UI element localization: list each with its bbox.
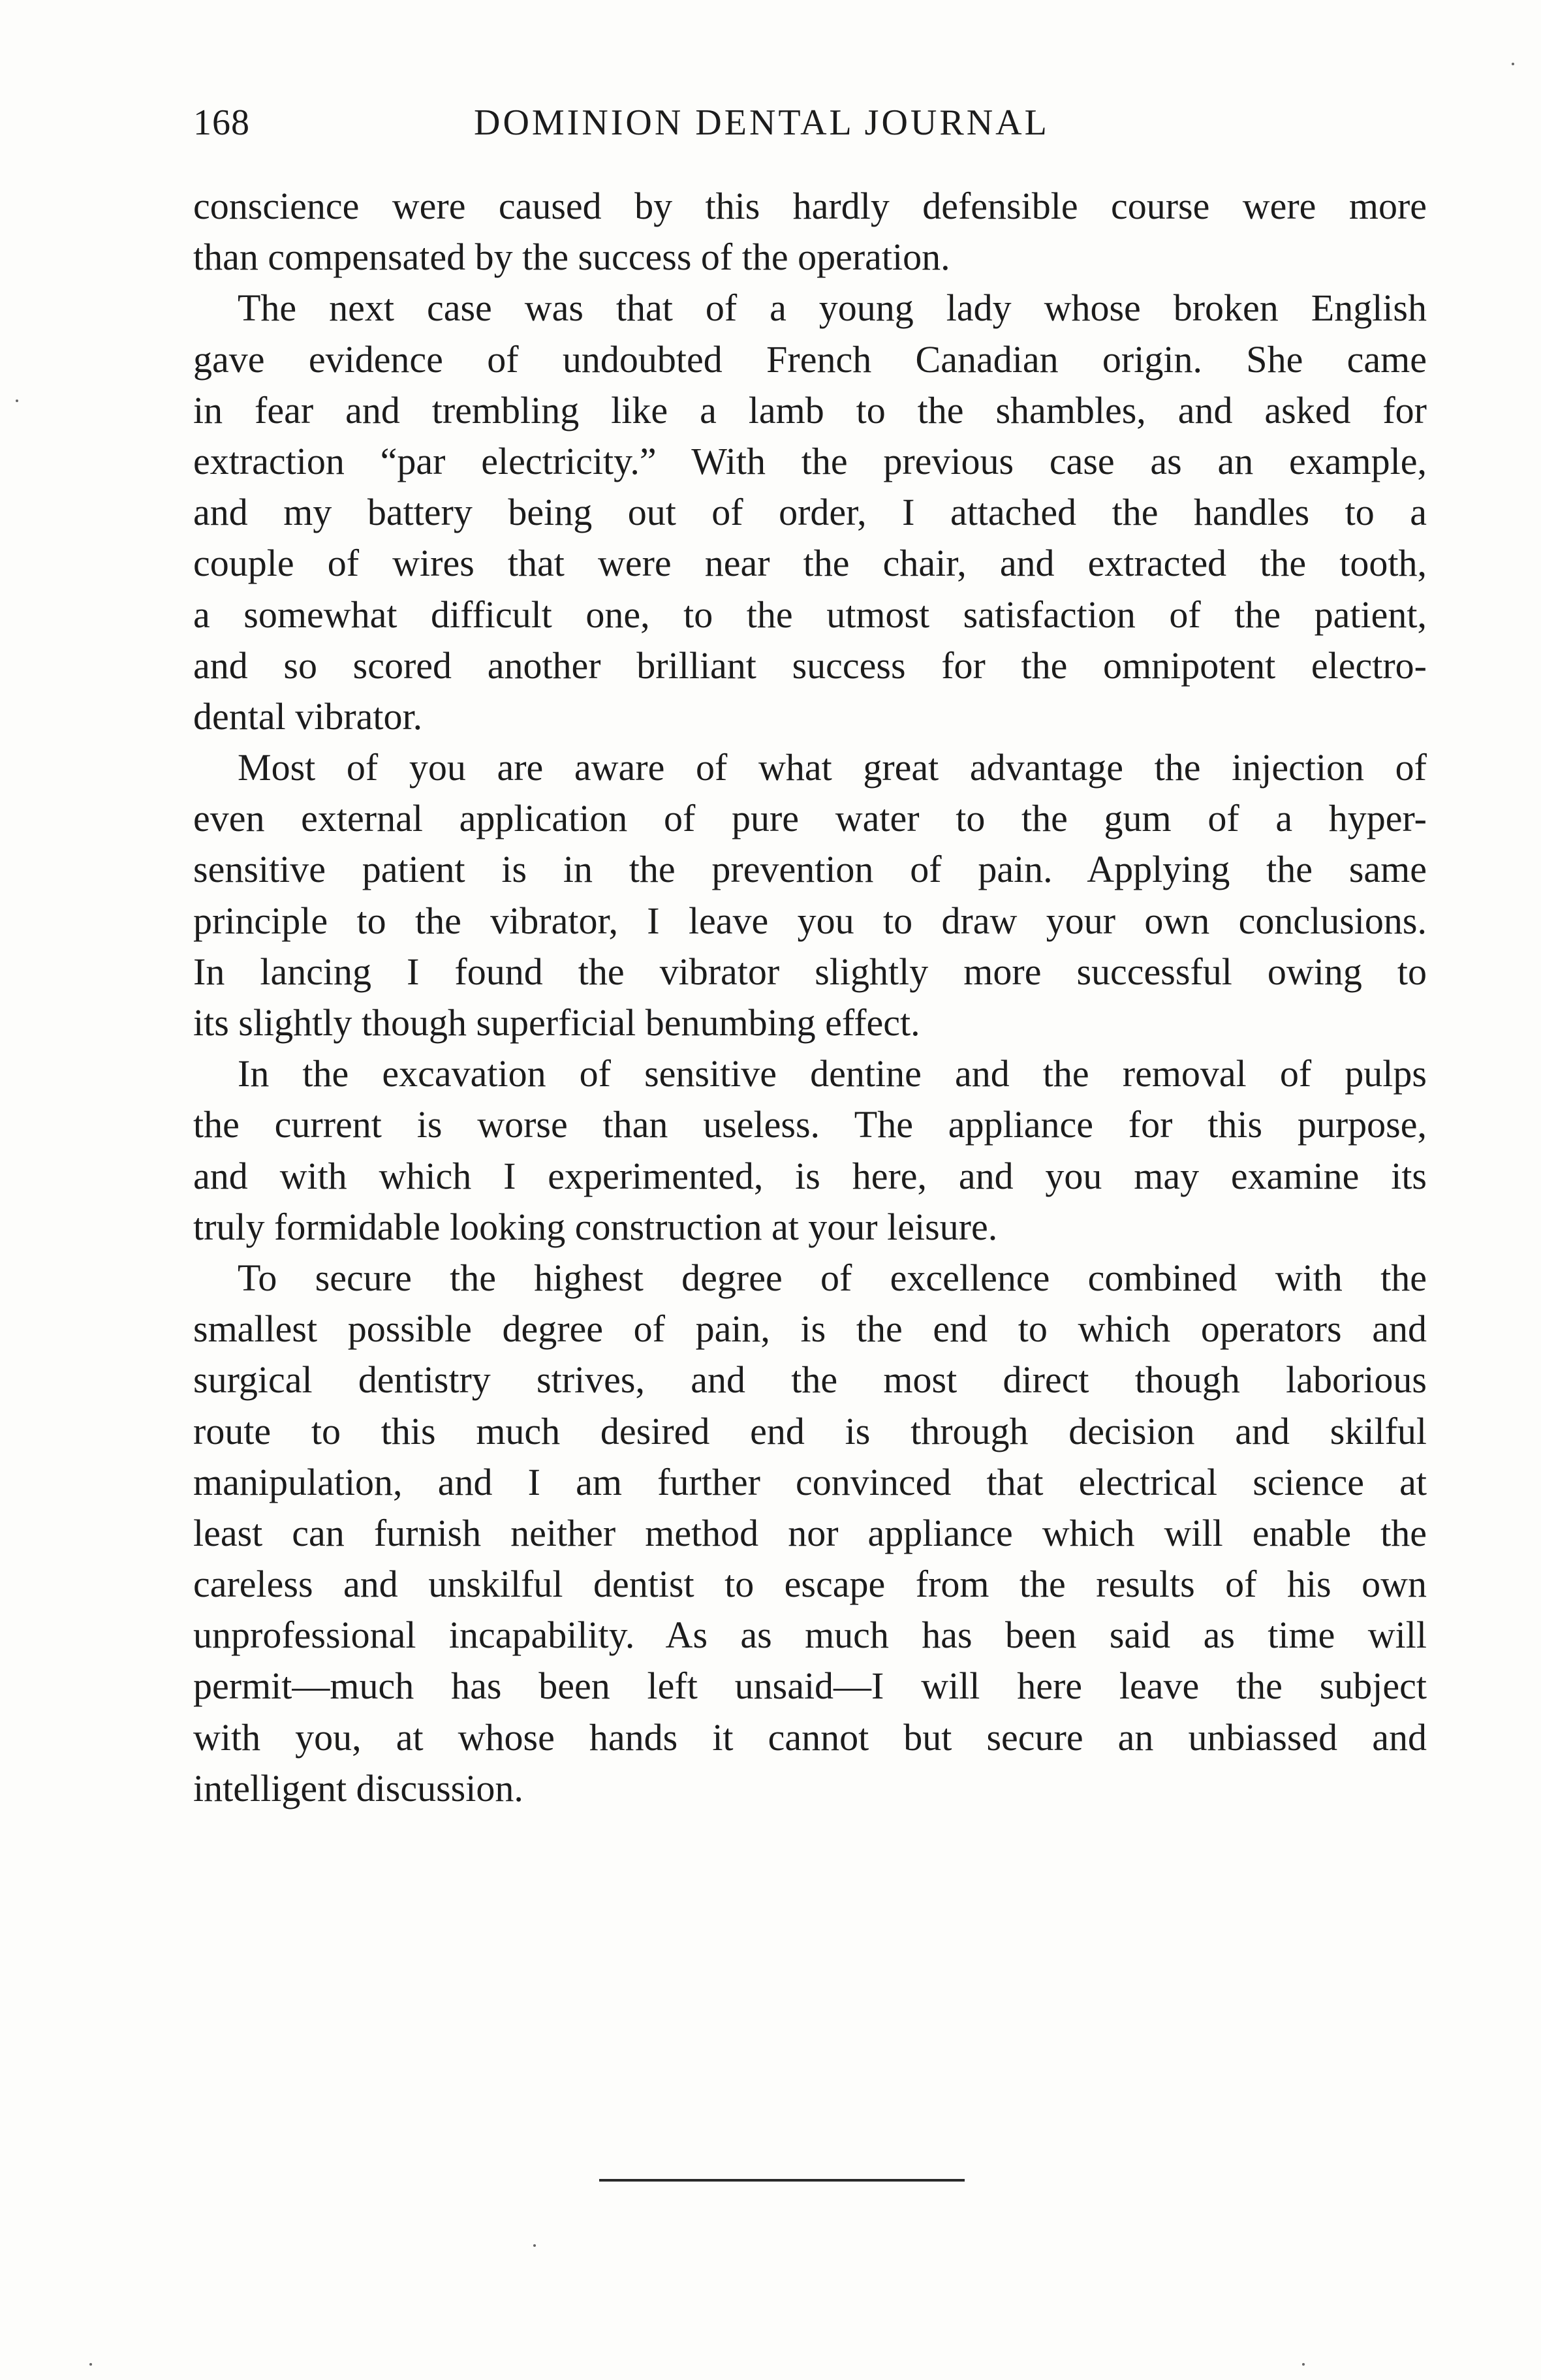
text-line: extraction “par electricity.” With the previous case as an example, [193,439,1427,482]
text-line: least can furnish neither method nor appliance which will enable the [193,1511,1427,1554]
article-body [193,181,1427,1814]
page-header [193,97,1127,149]
text-line: couple of wires that were near the chair, and extracted the tooth, [193,542,1427,585]
paragraph-first-line: Most of you are aware of what great advantage the injection of [238,746,1427,789]
text-line: conscience were caused by this hardly defensible course were more [193,185,1427,227]
text-line: manipulation, and I am further convinced that electrical science at [193,1460,1427,1503]
text-line: dental vibrator. [193,695,423,738]
text-line: than compensated by the success of the operation. [193,236,950,279]
text-line: in fear and trembling like a lamb to the shambles, and asked for [193,388,1427,431]
paper-speck [1302,2363,1305,2366]
paper-speck [533,2244,536,2247]
text-line: route to this much desired end is through decision and skilful [193,1409,1427,1452]
text-line: In lancing I found the vibrator slightly more successful owing to [193,950,1427,993]
text-line: smallest possible degree of pain, is the end to which operators and [193,1307,1427,1351]
text-line: and my battery being out of order, I attached the handles to a [193,491,1427,534]
text-line: the current is worse than useless. The appliance for this purpose, [193,1103,1427,1146]
text-line: permit—much has been left unsaid—I will here leave the subject [193,1665,1427,1708]
end-of-article-rule [599,2179,965,2182]
text-line: sensitive patient is in the prevention of pain. Applying the same [193,848,1427,891]
text-line: with you, at whose hands it cannot but secure an unbiassed and [193,1715,1427,1759]
paper-speck [1512,63,1514,65]
running-title: DOMINION DENTAL JOURNAL [474,102,1050,143]
paragraph-first-line: In the excavation of sensitive dentine and the removal of pulps [238,1052,1427,1095]
text-line: truly formidable looking construction at your leisure. [193,1205,998,1248]
text-line: a somewhat difficult one, to the utmost satisfaction of the patient, [193,593,1427,636]
text-line: unprofessional incapability. As as much has been said as time will [193,1614,1427,1657]
text-line: even external application of pure water to the gum of a hyper- [193,797,1427,840]
text-line: principle to the vibrator, I leave you to draw your own conclusions. [193,899,1427,942]
text-line: its slightly though superficial benumbing effect. [193,1001,920,1044]
text-line: surgical dentistry strives, and the most direct though laborious [193,1358,1427,1401]
paper-speck [16,399,18,402]
text-line: and so scored another brilliant success for the omnipotent electro- [193,644,1427,687]
paragraph-first-line: The next case was that of a young lady whose broken English [238,287,1427,330]
text-line: and with which I experimented, is here, and you may examine its [193,1154,1427,1197]
text-line: gave evidence of undoubted French Canadian origin. She came [193,337,1427,381]
paragraph-first-line: To secure the highest degree of excellence combined with the [238,1256,1427,1299]
page-number: 168 [193,102,250,143]
text-line: intelligent discussion. [193,1766,523,1809]
paper-speck [89,2363,92,2366]
text-line: careless and unskilful dentist to escape from the results of his own [193,1563,1427,1606]
